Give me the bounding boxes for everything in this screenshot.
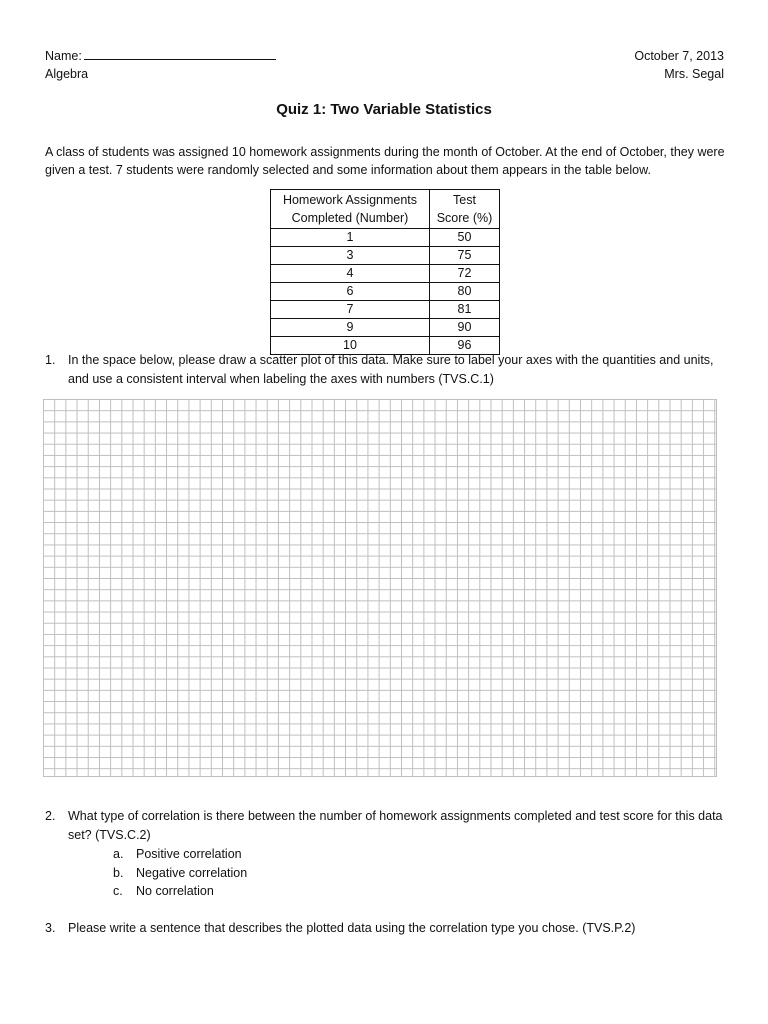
- question-2-number: 2.: [45, 809, 56, 823]
- score-cell: 81: [430, 301, 500, 319]
- score-cell: 96: [430, 337, 500, 355]
- score-cell: 72: [430, 265, 500, 283]
- question-3-text: Please write a sentence that describes the plotted data using the correlation type you chose. (TVS.P.2): [68, 921, 636, 935]
- table-header-row: [271, 190, 500, 229]
- intro-paragraph: A class of students was assigned 10 homework assignments during the month of October. At the end of October, they were given a test. 7 students were randomly selected and some information about them appears in the table below.: [45, 145, 725, 177]
- option-text: No correlation: [136, 884, 214, 898]
- question-1-text: In the space below, please draw a scatter plot of this data. Make sure to label your axes with the quantities and units, and use a consistent interval when labeling the axes with numbers (TVS.C.1): [68, 353, 714, 386]
- table-row: [271, 283, 500, 301]
- table-row: [271, 319, 500, 337]
- homework-cell: 1: [271, 229, 430, 247]
- option-letter: c.: [113, 884, 123, 898]
- course-name: Algebra: [45, 67, 89, 81]
- homework-cell: 10: [271, 337, 430, 355]
- homework-cell: 7: [271, 301, 430, 319]
- page-title: Quiz 1: Two Variable Statistics: [276, 101, 492, 118]
- score-cell: 50: [430, 229, 500, 247]
- score-cell: 90: [430, 319, 500, 337]
- table-row: [271, 229, 500, 247]
- table-row: [271, 265, 500, 283]
- header-right: [634, 47, 724, 83]
- answer-options: [113, 845, 247, 901]
- option-c[interactable]: [113, 882, 247, 901]
- option-letter: a.: [113, 847, 124, 861]
- quiz-date: October 7, 2013: [634, 49, 724, 63]
- homework-cell: 6: [271, 283, 430, 301]
- table-row: [271, 247, 500, 265]
- data-table: [270, 189, 500, 355]
- option-text: Negative correlation: [136, 865, 248, 880]
- header-test-score: [430, 190, 500, 229]
- question-3-number: 3.: [45, 921, 56, 935]
- teacher-name: Mrs. Segal: [664, 67, 724, 81]
- header-homework-line1: Homework Assignments: [282, 193, 418, 207]
- score-cell: 75: [430, 247, 500, 265]
- graph-paper-grid[interactable]: [43, 399, 717, 777]
- name-row: [45, 47, 276, 65]
- question-2-text: What type of correlation is there between the number of homework assignments completed and test score for this data set? (TVS.C.2): [68, 809, 723, 842]
- option-letter: b.: [113, 865, 124, 880]
- question-2: [45, 807, 725, 845]
- question-1-number: 1.: [45, 353, 56, 367]
- header-score-line2: Score (%): [436, 211, 493, 225]
- header-left: [45, 47, 276, 83]
- name-label: Name:: [45, 49, 82, 63]
- name-blank-line[interactable]: [84, 47, 276, 60]
- option-a[interactable]: [113, 845, 247, 864]
- header-score-line1: Test: [453, 193, 476, 207]
- homework-cell: 4: [271, 265, 430, 283]
- header-homework: [271, 190, 430, 229]
- homework-cell: 3: [271, 247, 430, 265]
- question-1: [45, 351, 725, 389]
- table-row: [271, 301, 500, 319]
- score-cell: 80: [430, 283, 500, 301]
- homework-cell: 9: [271, 319, 430, 337]
- question-3: [45, 919, 725, 938]
- option-b[interactable]: [113, 864, 247, 883]
- option-text: Positive correlation: [136, 847, 242, 861]
- header-homework-line2: Completed (Number): [291, 211, 409, 225]
